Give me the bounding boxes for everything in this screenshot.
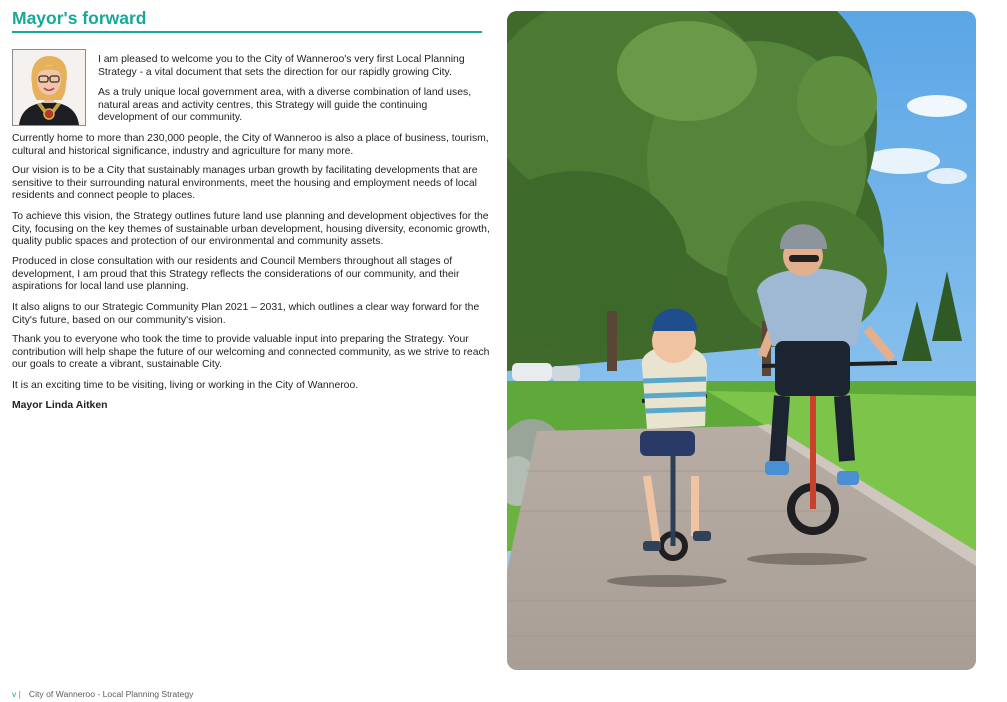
intro-paragraph: As a truly unique local government area, with a diverse combination of land uses, natural areas and activity centres, this Strategy will guide the continuing development of our community. xyxy=(98,87,472,124)
body-paragraph: To achieve this vision, the Strategy outlines future land use planning and development objectives for the City, focusing on the key themes of sustainable urban development, housing diversity, economic growth, quality public spaces and protection of our environmental and community assets. xyxy=(12,211,490,248)
body-paragraph: It is an exciting time to be visiting, living or working in the City of Wanneroo. xyxy=(12,380,359,391)
body-paragraph: Produced in close consultation with our residents and Council Members throughout all stages of development, I am proud that this Strategy reflects the considerations of our community, and their aspirations for local land use planning. xyxy=(12,256,460,293)
mayor-portrait xyxy=(12,49,86,126)
mayor-portrait-icon xyxy=(13,50,85,125)
document-name: City of Wanneroo - Local Planning Strategy xyxy=(28,689,194,699)
body-paragraph: It also aligns to our Strategic Community Plan 2021 – 2031, which outlines a clear way forward for the City's future, based on our community's vision. xyxy=(12,302,480,326)
mayor-signature: Mayor Linda Aitken xyxy=(12,400,108,411)
body-paragraph: Currently home to more than 230,000 people, the City of Wanneroo is also a place of business, tourism, cultural and historical significance, industry and agriculture for many more. xyxy=(12,133,489,157)
intro-paragraph: I am pleased to welcome you to the City of Wanneroo's very first Local Planning Strategy - a vital document that sets the direction for our rapidly growing City. xyxy=(98,54,465,78)
cycling-photo-icon xyxy=(507,11,976,670)
body-paragraph: Our vision is to be a City that sustainably manages urban growth by facilitating developments that are sensitive to their surrounding natural environments, meet the housing and employment needs of local residents and connect people to places. xyxy=(12,165,478,202)
body-paragraph: Thank you to everyone who took the time to provide valuable input into preparing the Strategy. Your contribution will help shape the future of our welcoming and connected community, as we strive to reach our goals to create a vibrant, sustainable City. xyxy=(12,334,490,371)
title-divider xyxy=(12,31,482,33)
page-footer xyxy=(12,689,193,699)
hero-photo xyxy=(507,11,976,670)
page-title: Mayor's forward xyxy=(12,8,147,28)
page-number: v | xyxy=(12,689,21,699)
